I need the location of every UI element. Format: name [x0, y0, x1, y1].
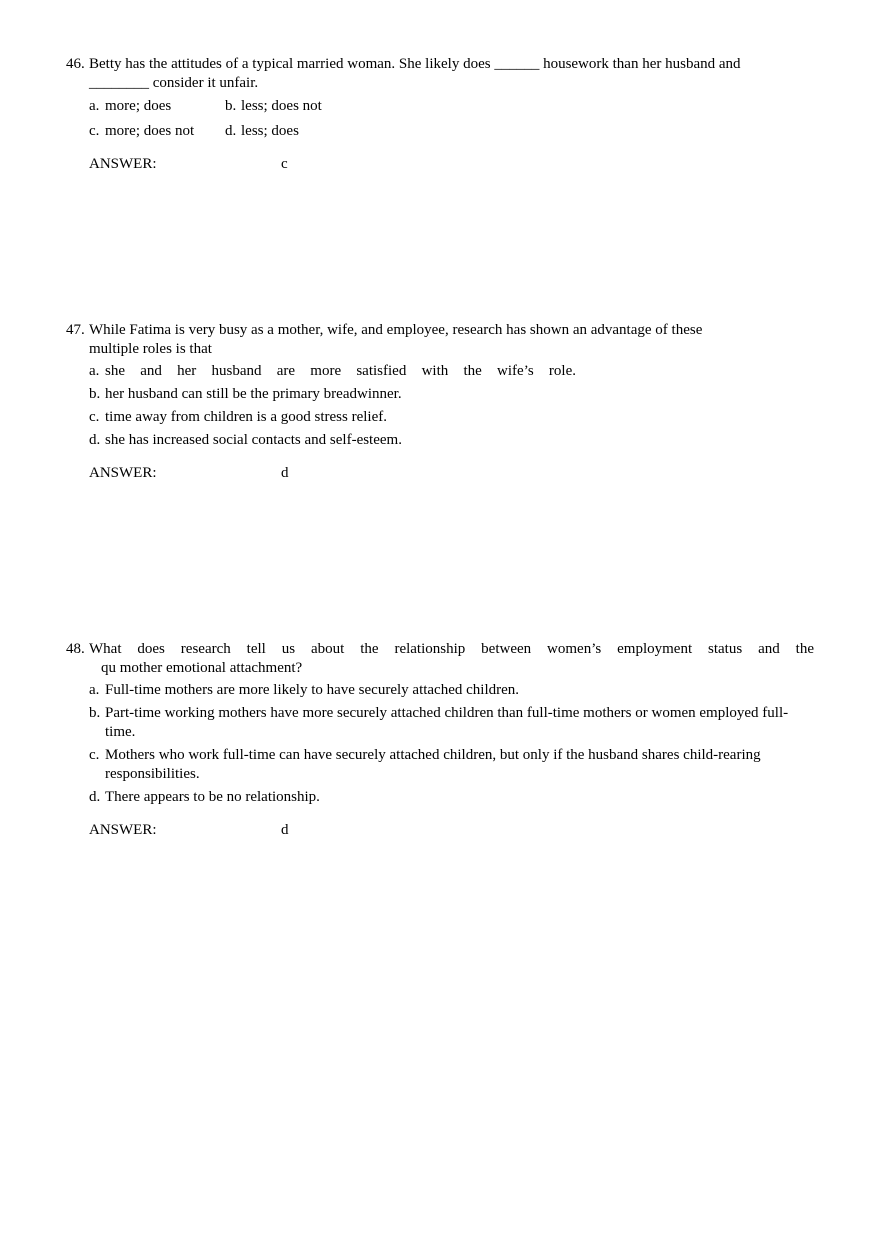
option-text: There appears to be no relationship.	[105, 789, 320, 805]
answer-label: ANSWER:	[89, 822, 157, 838]
question-text-line2: qu mother emotional attachment?	[101, 660, 303, 676]
option-text: her husband can still be the primary breadwinner.	[105, 386, 402, 402]
option-letter: c.	[89, 747, 100, 763]
option-c	[89, 408, 576, 427]
option-text: Mothers who work full-time can have securely attached children, but only if the husband shares child-rearing responsibilities.	[105, 747, 761, 782]
question-number: 46.	[66, 56, 85, 72]
options	[89, 681, 809, 807]
answer-value: c	[281, 156, 288, 172]
option-a	[89, 97, 225, 116]
question-number: 48.	[66, 641, 85, 657]
options-row	[89, 97, 814, 116]
option-text: less; does	[241, 123, 299, 139]
question-stem	[66, 321, 814, 340]
question-stem	[66, 55, 814, 74]
option-letter: a.	[89, 98, 100, 114]
answer-value: d	[281, 822, 289, 838]
option-d	[89, 431, 576, 450]
option-text: less; does not	[241, 98, 322, 114]
option-letter: b.	[89, 386, 101, 402]
options-row	[89, 122, 814, 141]
option-letter: c.	[89, 409, 100, 425]
option-letter: c.	[89, 123, 100, 139]
answer-row	[89, 155, 814, 174]
option-text: she and her husband are more satisfied with the wife’s role.	[105, 363, 576, 379]
option-b	[225, 97, 361, 116]
option-text: Full-time mothers are more likely to have securely attached children.	[105, 682, 520, 698]
question-text-line1: Betty has the attitudes of a typical married woman. She likely does ______ housework than her husband and	[89, 56, 741, 72]
option-letter: b.	[89, 705, 101, 721]
option-letter: d.	[89, 789, 101, 805]
option-letter: a.	[89, 363, 100, 379]
option-b	[89, 385, 576, 404]
option-d	[89, 788, 809, 807]
option-a	[89, 362, 576, 381]
option-b	[89, 704, 809, 742]
question-text-line2: ________ consider it unfair.	[89, 75, 259, 91]
options	[89, 97, 814, 141]
option-text: she has increased social contacts and self-esteem.	[105, 432, 402, 448]
question-stem	[66, 640, 814, 659]
answer-value: d	[281, 465, 289, 481]
option-text: time away from children is a good stress relief.	[105, 409, 387, 425]
option-c	[89, 746, 809, 784]
option-d	[225, 122, 361, 141]
option-letter: a.	[89, 682, 100, 698]
option-text: more; does	[105, 98, 172, 114]
option-text: Part-time working mothers have more securely attached children than full-time mothers or women employed full-time.	[105, 705, 789, 740]
question-text-line1: While Fatima is very busy as a mother, wife, and employee, research has shown an advantage of these	[89, 322, 703, 338]
option-letter: d.	[89, 432, 101, 448]
answer-row	[89, 464, 814, 483]
question-text-line1: What does research tell us about the relationship between women’s employment status and the	[89, 641, 814, 657]
answer-label: ANSWER:	[89, 156, 157, 172]
question-text-line2: multiple roles is that	[89, 341, 212, 357]
question-48	[66, 640, 814, 840]
option-letter: d.	[225, 123, 237, 139]
option-a	[89, 681, 809, 700]
question-46	[66, 55, 814, 174]
answer-label: ANSWER:	[89, 465, 157, 481]
option-c	[89, 122, 225, 141]
option-text: more; does not	[105, 123, 195, 139]
options	[89, 362, 576, 450]
question-number: 47.	[66, 322, 85, 338]
option-letter: b.	[225, 98, 237, 114]
question-47	[66, 321, 814, 483]
answer-row	[89, 821, 814, 840]
